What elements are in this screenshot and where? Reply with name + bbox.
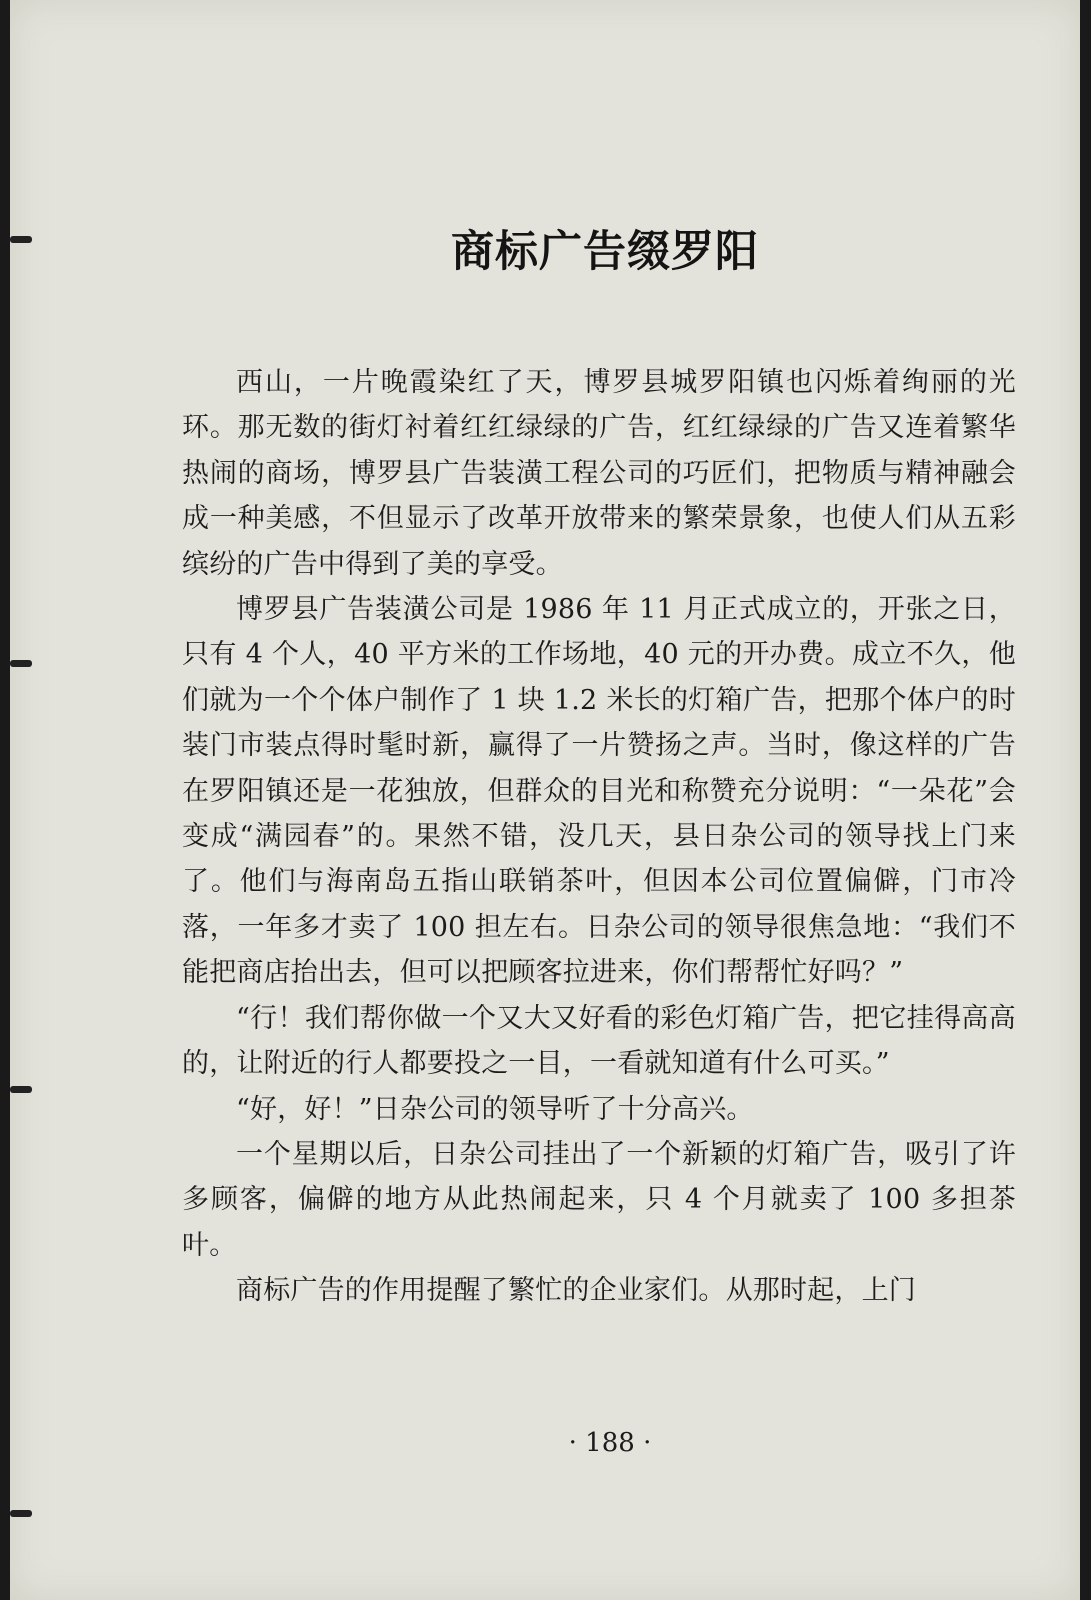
binding-hole-mark — [10, 1086, 32, 1093]
paragraph: “好，好！”日杂公司的领导听了十分高兴。 — [236, 1093, 754, 1125]
paragraph: “行！我们帮你做一个又大又好看的彩色灯箱广告，把它挂得高高的，让附近的行人都要投之一目，一看就知道有什么可买。” — [182, 1002, 1016, 1080]
paragraph: 商标广告的作用提醒了繁忙的企业家们。从那时起，上门 — [236, 1275, 916, 1307]
paragraph: 西山，一片晚霞染红了天，博罗县城罗阳镇也闪烁着绚丽的光环。那无数的街灯衬着红红绿绿的广告，红红绿绿的广告又连着繁华热闹的商场，博罗县广告装潢工程公司的巧匠们，把物质与精神融会成一种美感，不但显示了改革开放带来的繁荣景象，也使人们从五彩缤纷的广告中得到了美的享受。 — [182, 367, 1016, 580]
page-number: · 188 · — [568, 1428, 652, 1458]
binding-hole-mark — [10, 1510, 32, 1517]
paragraph: 一个星期以后，日杂公司挂出了一个新颖的灯箱广告，吸引了许多顾客，偏僻的地方从此热闹起来，只 4 个月就卖了 100 多担茶叶。 — [182, 1138, 1016, 1261]
book-page — [10, 0, 1080, 1600]
paragraph: 博罗县广告装潢公司是 1986 年 11 月正式成立的，开张之日，只有 4 个人，40 平方米的工作场地，40 元的开办费。成立不久，他们就为一个个体户制作了 1 块 1.2 米长的灯箱广告，把那个体户的时装门市装点得时髦时新，赢得了一片赞扬之声。当时，像这样的广告在罗阳镇还是一花独放，但群众的目光和称赞充分说明：“一朵花”会变成“满园春”的。果然不错，没几天，县日杂公司的领导找上门来了。他们与海南岛五指山联销茶叶，但因本公司位置偏僻，门市冷落，一年多才卖了 100 担左右。日杂公司的领导很焦急地：“我们不能把商店抬出去，但可以把顾客拉进来，你们帮帮忙好吗？” — [182, 594, 1016, 989]
article-body — [182, 360, 1016, 1314]
binding-hole-mark — [10, 660, 32, 667]
article-title: 商标广告缀罗阳 — [451, 227, 759, 277]
